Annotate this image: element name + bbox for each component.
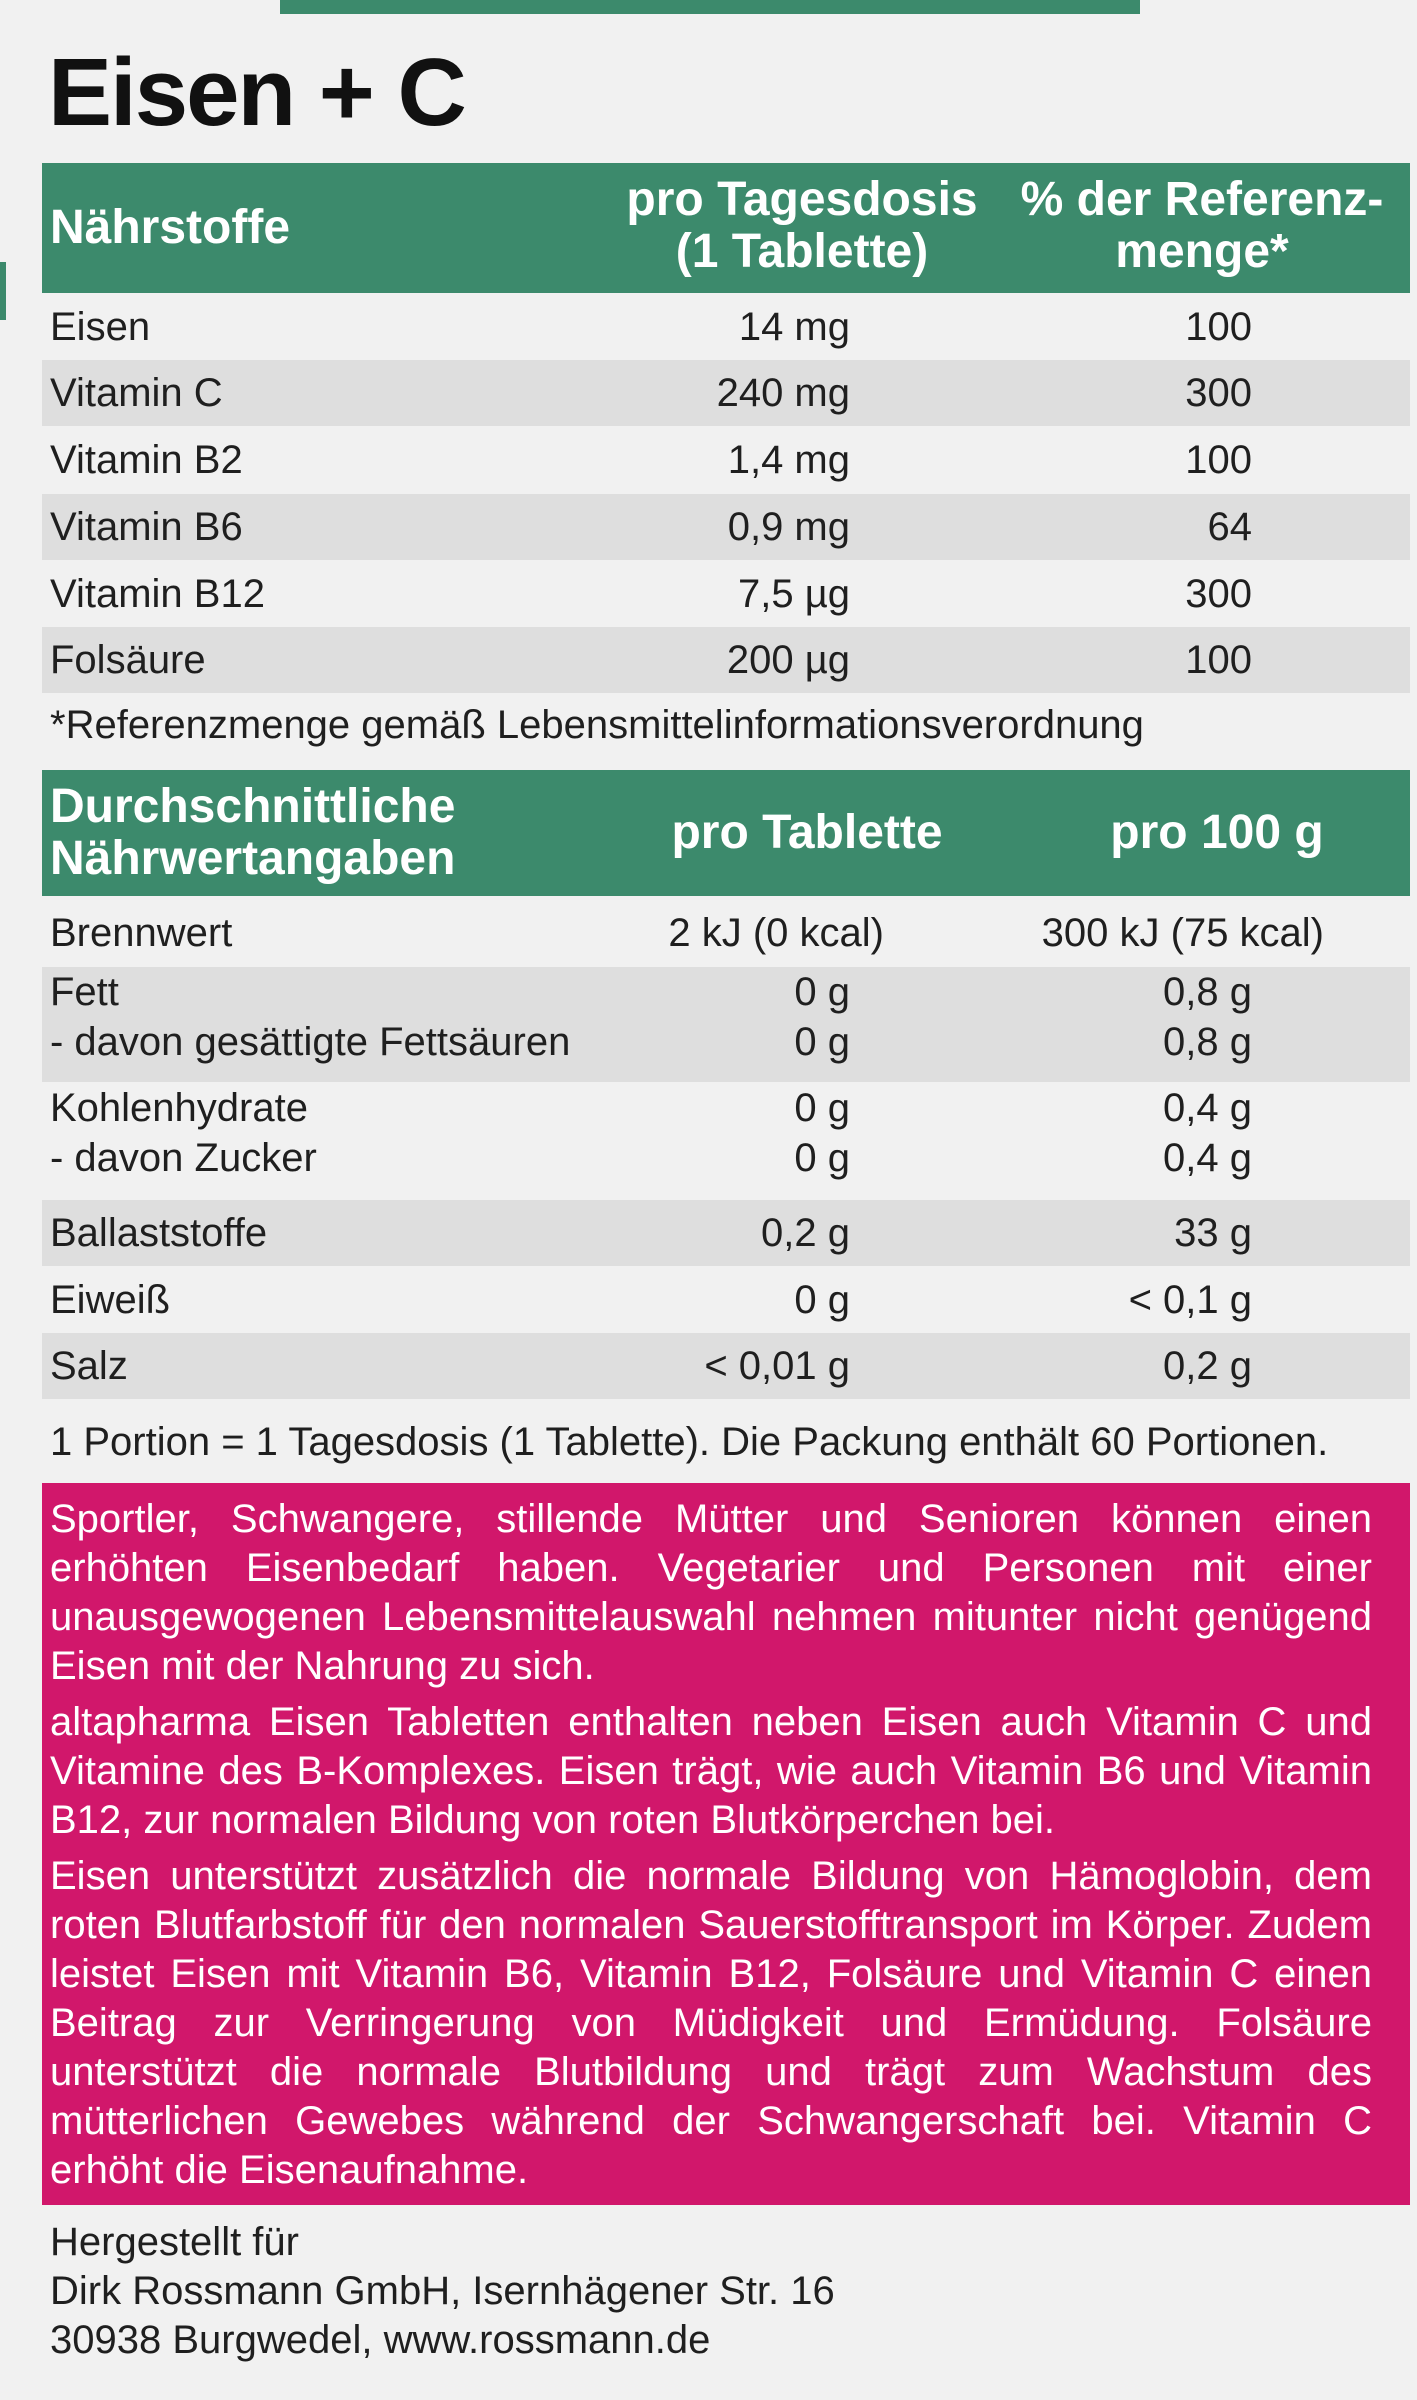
nutrition-row [42, 1333, 1410, 1399]
nutrition-per-tablet-sub: 0 g [794, 1136, 850, 1180]
nutrient-name: Folsäure [50, 638, 206, 682]
nutrition-row [42, 1083, 1410, 1198]
nutrition-per-100g: 33 g [1174, 1211, 1252, 1255]
nutrient-percent: 100 [1185, 638, 1252, 682]
nutrient-percent: 300 [1185, 371, 1252, 415]
header-referenz: % der Referenz- [1020, 173, 1384, 226]
nutrition-per-100g-sub: 0,8 g [1163, 1020, 1252, 1064]
nutrition-row [42, 900, 1410, 966]
nutrition-per-tablet: 0 g [794, 1086, 850, 1130]
header-pro-tagesdosis: pro Tagesdosis [626, 173, 978, 226]
info-paragraph-3: Eisen unterstützt zusätzlich die normale Bildung von Hämoglobin, dem roten Blutfarbstoff für den normalen Sauerstofftransport im Körper. Zudem leistet Eisen mit Vitamin B6, Vitamin B12, Folsäure und Vitamin C einen Beitrag zur Verringerung von Müdigkeit und Ermüdung. Folsäure unterstützt die normale Blutbildung und trägt zum Wachstum des mütterlichen Gewebes während der Schwangerschaft bei. Vitamin C erhöht die Eisenaufnahme. [50, 1854, 1372, 2192]
nutrition-per-100g: 300 kJ (75 kcal) [1041, 911, 1324, 955]
nutrition-per-tablet: < 0,01 g [704, 1344, 850, 1388]
nutrient-name: Vitamin B2 [50, 438, 243, 482]
nutrient-amount: 240 mg [716, 371, 850, 415]
nutrition-name: Eiweiß [50, 1278, 171, 1322]
nutrition-per-100g-sub: 0,4 g [1163, 1136, 1252, 1180]
nutrition-per-tablet: 0 g [794, 1278, 850, 1322]
nutrition-row [42, 1267, 1410, 1333]
header-naehrwertangaben: Nährwertangaben [50, 832, 456, 885]
manufacturer-info [50, 2218, 835, 2365]
top-green-strip [280, 0, 1140, 14]
header-pro-100g: pro 100 g [1110, 806, 1324, 859]
nutrition-row [42, 1200, 1410, 1266]
nutrient-row [42, 494, 1410, 560]
nutrient-name: Eisen [50, 305, 151, 349]
nutrition-per-100g: < 0,1 g [1128, 1278, 1252, 1322]
nutrient-name: Vitamin C [50, 371, 223, 415]
nutrition-name: Ballaststoffe [50, 1211, 268, 1255]
nutrition-facts-header [42, 770, 1410, 896]
header-pro-tablette: pro Tablette [671, 806, 943, 859]
nutrition-sub-name: - davon gesättigte Fettsäuren [50, 1020, 571, 1064]
manufacturer-line-3: 30938 Burgwedel, www.rossmann.de [50, 2318, 711, 2362]
nutrition-name: Salz [50, 1344, 128, 1388]
nutrition-name: Fett [50, 970, 119, 1014]
nutrition-name: Brennwert [50, 911, 233, 955]
nutrient-name: Vitamin B6 [50, 505, 243, 549]
nutrient-row [42, 561, 1410, 627]
nutrition-row [42, 967, 1410, 1082]
header-naehrstoffe: Nährstoffe [50, 201, 291, 254]
nutrient-row [42, 427, 1410, 493]
nutrient-amount: 200 µg [726, 638, 850, 682]
nutrient-amount: 7,5 µg [737, 572, 850, 616]
nutrition-per-tablet: 0,2 g [761, 1211, 850, 1255]
nutrition-per-tablet: 0 g [794, 970, 850, 1014]
nutrition-per-tablet-sub: 0 g [794, 1020, 850, 1064]
nutrient-percent: 300 [1185, 572, 1252, 616]
nutrient-row [42, 360, 1410, 426]
nutrition-per-100g: 0,4 g [1163, 1086, 1252, 1130]
nutrient-row [42, 294, 1410, 360]
header-menge: menge* [1115, 225, 1289, 278]
nutrition-sub-name: - davon Zucker [50, 1136, 317, 1180]
nutrient-percent: 100 [1185, 438, 1252, 482]
product-info-box [42, 1483, 1410, 2205]
nutrient-percent: 100 [1185, 305, 1252, 349]
nutrient-percent: 64 [1207, 505, 1252, 549]
nutrition-name: Kohlenhydrate [50, 1086, 308, 1130]
reference-footnote: *Referenzmenge gemäß Lebensmittelinformationsverordnung [50, 703, 1144, 747]
nutrient-amount: 1,4 mg [727, 438, 850, 482]
portion-footnote: 1 Portion = 1 Tagesdosis (1 Tablette). Die Packung enthält 60 Portionen. [50, 1420, 1329, 1464]
nutrient-table-header [42, 163, 1410, 293]
left-edge-mark [0, 262, 6, 320]
nutrient-amount: 14 mg [738, 305, 850, 349]
nutrition-per-100g: 0,2 g [1163, 1344, 1252, 1388]
nutrition-per-100g: 0,8 g [1163, 970, 1252, 1014]
manufacturer-line-1: Hergestellt für [50, 2220, 299, 2264]
manufacturer-line-2: Dirk Rossmann GmbH, Isernhägener Str. 16 [50, 2269, 835, 2313]
info-paragraph-2: altapharma Eisen Tabletten enthalten neben Eisen auch Vitamin C und Vitamine des B-Komplexes. Eisen trägt, wie auch Vitamin B6 und Vitamin B12, zur normalen Bildung von roten Blutkörperchen bei. [50, 1700, 1372, 1842]
nutrient-row [42, 627, 1410, 693]
product-title: Eisen + C [48, 39, 465, 146]
header-durchschnittliche: Durchschnittliche [50, 780, 456, 833]
nutrient-name: Vitamin B12 [50, 572, 265, 616]
nutrient-amount: 0,9 mg [727, 505, 850, 549]
info-paragraph-1: Sportler, Schwangere, stillende Mütter und Senioren können einen erhöhten Eisenbedarf haben. Vegetarier und Personen mit einer unausgewogenen Lebensmittelauswahl nehmen mitunter nicht genügend Eisen mit der Nahrung zu sich. [50, 1497, 1372, 1688]
header-tablette: (1 Tablette) [675, 225, 929, 278]
nutrition-per-tablet: 2 kJ (0 kcal) [668, 911, 884, 955]
